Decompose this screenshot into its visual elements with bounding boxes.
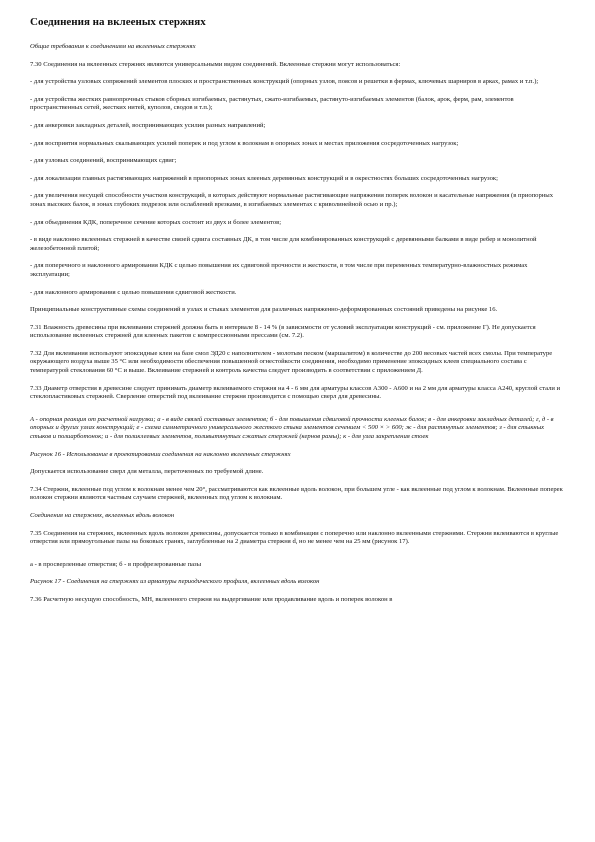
list-item: - для локализации главных растягивающих напряжений в приопорных зонах клееных деревянных конструкций и в окрестностях больших сосредоточенных нагрузок;: [30, 174, 498, 182]
paragraph-7-32: 7.32 Для вклеивания используют эпоксидные клеи на базе смол ЭД20 с наполнителем - молотым песком (маршалитом) в количестве до 200 весовых частей всех смолы. При температуре окружающего воздуха выше 35 °С или необходимости обеспечения повышенной огнестойкости соединения, необходимо применение эпоксидных клеев специального состава с температурой стеклования 60 °С и выше. Вклеивание стержней и контроль качества следует производить в соответствии с приложением Д.: [30, 349, 553, 375]
list-item: - для поперечного и наклонного армирования КДК с целью повышения их сдвиговой прочности и жесткости, в том числе при переменных температурно-влажностных режимах эксплуатации;: [30, 262, 528, 278]
page-title: Соединения на вклееных стержнях: [30, 16, 206, 28]
paragraph-7-31: 7.31 Влажность древесины при вклеивании стержней должна быть в интервале 8 - 14 % (в зависимости от условий эксплуатации конструкций - см. приложение Г). Не допускается использование вклеенных стержней для клееных пакетов с компрессионными прессами (см. 7.2).: [30, 323, 536, 340]
figure-16-caption: Рисунок 16 - Использование в проектировании соединения на наклонно вклеенных стержнях: [30, 450, 291, 458]
list-item: - для узловых соединений, воспринимающих сдвиг;: [30, 157, 177, 165]
list-item: - в виде наклонно вклеенных стержней в качестве связей сдвига составных ДК, в том числе для комбинированных конструкций с деревянными балками в виде ребер и монолитной железобетонной плитой;: [30, 236, 537, 252]
section-heading-along-grain: Соединения на стержнях, вклеенных вдоль волокон: [30, 512, 175, 519]
figure-16-legend: А - опорная реакция от расчетной нагрузки; а - в виде связей составных элементов; б - для повышения сдвиговой прочности клееных балок; в - для анкеровки закладных деталей; г, д - в опорных и других узлах конструкций; е - схема симметричного универсального жесткого стыка элементов сечением < 500 × > 600; ж - для растянутых элементов; з - для стыкных стыков и полиарботонок; и - для поликлеевых элементов, поливытянутых сжатых стержней (кернов рамы); к - для узла закрепления стоек: [30, 415, 554, 441]
list-item: - для восприятия нормальных скалывающих усилий поперек и под углом к волокнам в опорных зонах и местах приложения сосредоточенных нагрузок;: [30, 139, 459, 147]
figure-17-caption: Рисунок 17 - Соединения на стержнях из арматуры периодического профиля, вклеенных вдоль волокон: [30, 578, 320, 586]
paragraph-drills: Допускается использование сверл для металла, переточенных по требуемой длине.: [30, 468, 264, 476]
paragraph-schemes: Принципиальные конструктивные схемы соединений в узлах и стыках элементов для различных напряженно-деформированных состояний приведены на рисунке 16.: [30, 306, 498, 314]
list-item: - для увеличения несущей способности участков конструкций, в которых действуют нормальные растягивающие напряжения поперек волокон и касательные напряжения (в приопорных зонах высоких балок, в зонах глубоких подрезок или ослаблений врезками, в изгибаемых элементах с криволинейной осью и пр.);: [30, 192, 554, 208]
list-item: - для наклонного армирования с целью повышения сдвиговой жесткости.: [30, 288, 237, 296]
section-subtitle: Общие требования к соединениям на вклеенных стержнях: [30, 43, 196, 50]
list-item: - для устройства жестких равнопрочных стыков сборных изгибаемых, растянутых, сжато-изгибаемых, растянуто-изгибаемых элементов (балок, арок, ферм, рам, элементов пространственных сетей, жестких нитей, куполов, сводов и т.п.);: [30, 95, 514, 112]
list-item: - для анкеровки закладных деталей, воспринимающих усилия разных направлений;: [30, 121, 266, 129]
paragraph-7-36: 7.36 Расчетную несущую способность, МН, вклеенного стержня на выдергивание или продавливание вдоль и поперек волокон в: [30, 595, 393, 603]
list-item: - для объединения КДК, поперечное сечение которых состоит из двух и более элементов;: [30, 218, 282, 226]
paragraph-7-34: 7.34 Стержни, вклеенные под углом к волокнам менее чем 20°, рассматриваются как вклеенные вдоль волокон, при большем угле - как вклеенные под углом к волокнам. Вклеенные поперек волокон стержни являются частным случаем стержней, вклеенных под углом к волокнам.: [30, 485, 563, 502]
list-item: - для устройства узловых сопряжений элементов плоских и пространственных конструкций (опорных узлов, поясов и решетки в фермах, ключевых шарниров в арках, рамах и т.п.);: [30, 78, 539, 86]
paragraph-7-33: 7.33 Диаметр отверстия в древесине следует принимать диаметр вклеиваемого стержня на 4 - 6 мм для арматуры классов А300 - А600 и на 2 мм для арматуры класса А240, круглой стали и стеклопластиковых стержней. Сверление отверстий под вклеивание стержня производится с помощью сверл для древесины.: [30, 384, 561, 401]
figure-17-legend: а - в просверленные отверстия; б - в профрезерованные пазы: [30, 560, 202, 568]
paragraph-7-30: 7.30 Соединения на вклеенных стержнях являются универсальными видом соединений. Вклеенные стержни могут использоваться:: [30, 60, 401, 68]
paragraph-7-35: 7.35 Соединения на стержнях, вклеенных вдоль волокон древесины, допускается только в комбинации с поперечно или наклонно вклеенными стержнями. Стержни вклеиваются в круглые отверстия или прямоугольные пазы на боковых гранях, заглубленные на 2 диаметра стержня d, но не менее чем на 25 мм (рисунок 17).: [30, 529, 559, 546]
